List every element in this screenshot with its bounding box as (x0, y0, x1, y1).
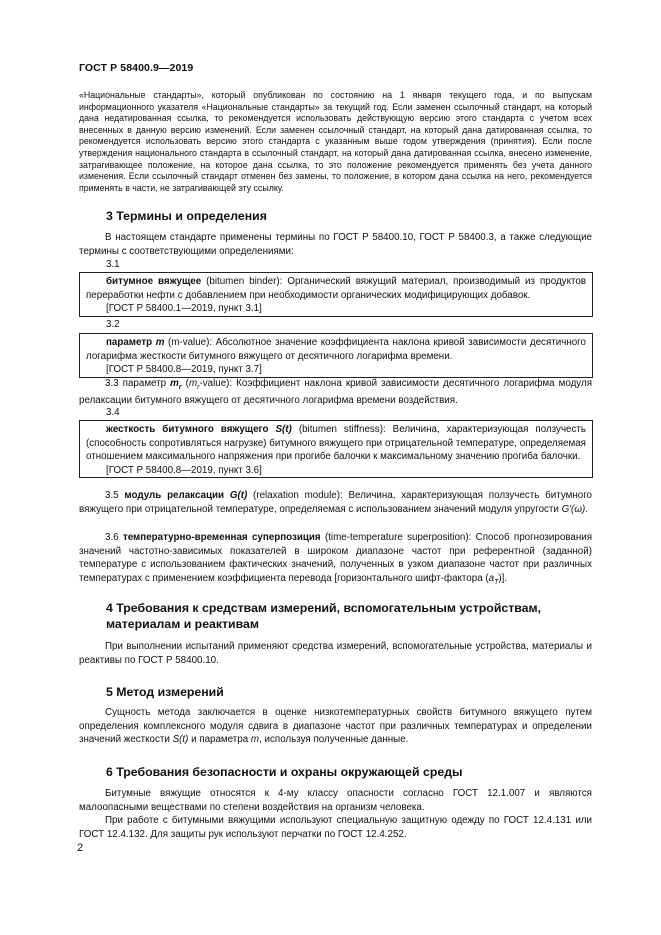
term-3-6: 3.6 температурно-временная суперпозиция (time-temperature superposition): Способ прогнозирования значений частотно-зависимых показателей в широком диапазоне частот при референтной (заданной) температуре с использованием фактических значений, полученных в узком диапазоне частот при различных температурах с применением коэффициента перевода [горизонтального шифт-фактора $(a_T)$]. (79, 532, 593, 586)
term-3-3: 3.3 параметр $m_r$ $(m_r-value)$: Коэффициент наклона кривой зависимости десятичного логарифма модуля релаксации битумного вяжущего от десятичного логарифма времени воздействия. (79, 378, 593, 407)
term-3-1-reference: [ГОСТ Р 58400.1—2019, пункт 3.1] (106, 303, 262, 314)
term-3-2-symbol: m (155, 337, 165, 348)
term-3-2-box (79, 333, 593, 378)
term-3-4-box (79, 420, 593, 478)
term-3-3-symbol: m (170, 378, 179, 389)
term-3-1-number: 3.1 (106, 259, 120, 270)
term-3-4-number: 3.4 (106, 407, 120, 418)
section-5-text: Сущность метода заключается в оценке низкотемпературных свойств битумного вяжущего путем определения комплексного модуля сдвига в диапазоне частот при различных температурах и определении значений жесткости S(t) и параметра m, используя полученные данные. (79, 707, 592, 745)
section-6-paragraph-1: Битумные вяжущие относятся к 4-му классу опасности согласно ГОСТ 12.1.007 и являются малоопасными веществами по степени воздействия на организм человека. (79, 788, 592, 813)
term-3-2-reference: [ГОСТ Р 58400.8—2019, пункт 3.7] (106, 364, 262, 375)
term-3-5-title: модуль релаксации (124, 490, 225, 501)
term-3-6-definition: (time-temperature superposition): Способ прогнозирования значений частотно-зависимых показателей в широком диапазоне частот при референтной (заданной) температуре с использованием фактических значений, полученных в узком диапазоне частот при различных температурах с применением коэффициента перевода [горизонтального шифт-фактора ( (79, 532, 593, 584)
section-4-text: При выполнении испытаний применяют средства измерений, вспомогательные устройства, материалы и реактивы по ГОСТ Р 58400.10. (79, 641, 592, 666)
term-3-5: 3.5 модуль релаксации G(t) (relaxation module): Величина, характеризующая ползучесть битумного вяжущего при отрицательной температуре, определяемая с использованием значений модуля упругости G′(ω). (79, 490, 593, 515)
term-3-1-box (79, 272, 593, 317)
term-3-2-number: 3.2 (106, 319, 120, 330)
term-3-6-title: температурно-временная суперпозиция (122, 532, 321, 543)
page-number: 2 (77, 842, 84, 854)
term-3-5-symbol: G(t) (229, 490, 248, 501)
term-3-1-definition: (bitumen binder): Органический вяжущий материал, производимый из продуктов переработки нефти с добавлением при необходимости органических модифицирующих добавок. (86, 276, 586, 301)
term-3-4-title: жесткость битумного вяжущего (106, 424, 269, 435)
term-3-1-title: битумное вяжущее (106, 276, 202, 287)
section-6-heading: 6 Требования безопасности и охраны окружающей среды (106, 765, 463, 779)
term-3-4-reference: [ГОСТ Р 58400.8—2019, пункт 3.6] (106, 464, 262, 476)
section-3-heading: 3 Термины и определения (106, 209, 267, 223)
term-3-3-definition: -value): Коэффициент наклона кривой зависимости десятичного логарифма модуля релаксации битумного вяжущего от десятичного логарифма времени воздействия. (79, 378, 593, 407)
term-3-4-symbol: S(t) (275, 424, 292, 435)
section-5-heading: 5 Метод измерений (106, 685, 224, 699)
term-3-4-definition: (bitumen stiffness): Величина, характеризующая ползучесть (способность сопротивляться нагрузке) битумного вяжущего при отрицательной температуре, определяемая отношением максимального напряжения при прогибе балочки к максимальному значению прогиба балочки. (86, 424, 586, 462)
document-header: ГОСТ Р 58400.9—2019 (79, 62, 194, 74)
term-3-2-definition: (m-value): Абсолютное значение коэффициента наклона кривой зависимости десятичного логарифма жесткости битумного вяжущего от десятичного логарифма времени. (86, 337, 586, 362)
section-6-paragraph-2: При работе с битумными вяжущими используют специальную защитную одежду по ГОСТ 12.4.131 или ГОСТ 12.4.132. Для защиты рук используют перчатки по ГОСТ 12.4.252. (79, 815, 592, 840)
term-3-2-title: параметр (106, 337, 153, 348)
normative-references-continuation: «Национальные стандарты», который опубликован по состоянию на 1 января текущего года, и по выпускам информационного указателя «Национальные стандарты» за текущий год. Если заменен ссылочный стандарт, на который дана недатированная ссылка, то рекомендуется использовать действующую версию этого стандарта с учетом всех внесенных в данную версию изменений. Если заменен ссылочный стандарт, на который дана датированная ссылка, то рекомендуется использовать версию этого стандарта с указанным выше годом утверждения (принятия). Если после утверждения национального стандарта в ссылочный стандарт, на который дана датированная ссылка, внесено изменение, затрагивающее положение, на которое дана ссылка, то это положение рекомендуется применять без учета данного изменения. Если ссылочный стандарт отменен без замены, то положение, в котором дана ссылка на него, рекомендуется применять в части, не затрагивающей эту ссылку. (79, 90, 592, 193)
section-4-heading: 4 Требования к средствам измерений, вспомогательным устройствам, материалам и реактивам (106, 601, 541, 631)
term-3-5-definition: (relaxation module): Величина, характеризующая ползучесть битумного вяжущего при отрицательной температуре, определяемая с использованием значений модуля упругости (79, 490, 593, 515)
section-3-intro: В настоящем стандарте применены термины по ГОСТ Р 58400.10, ГОСТ Р 58400.3, а также следующие термины с соответствующими определениями: (79, 232, 592, 257)
